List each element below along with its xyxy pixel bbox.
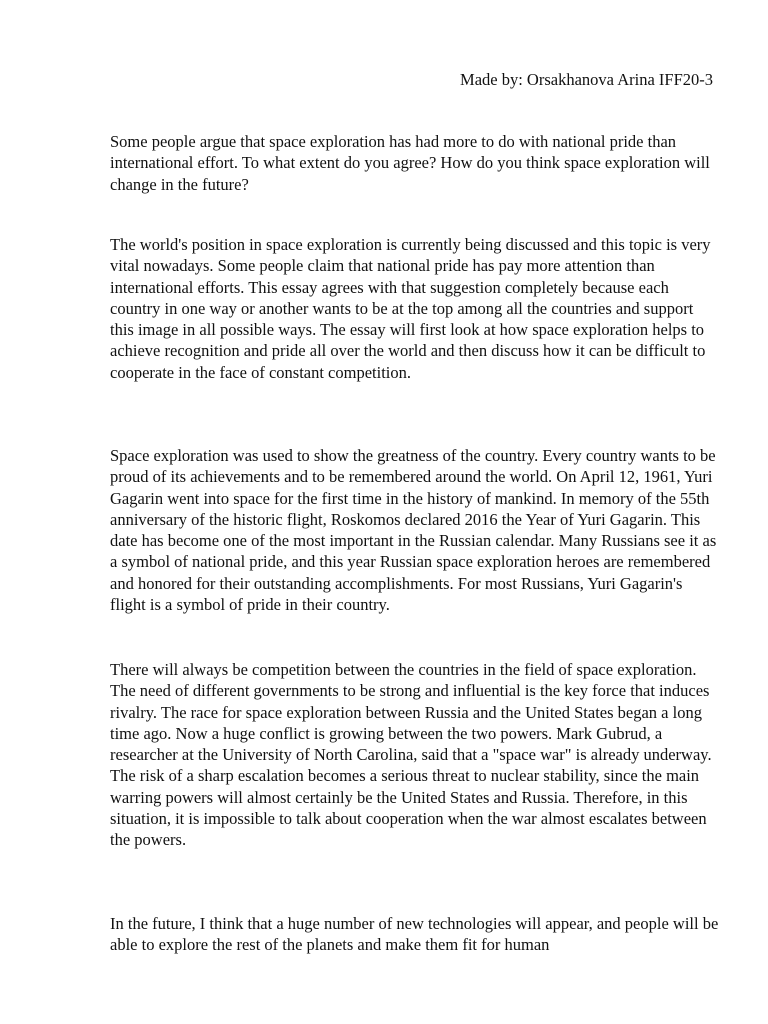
essay-paragraph-introduction: The world's position in space exploration is currently being discussed and this topic is very vital nowadays. Some people claim that national pride has pay more attention than international efforts. This essay agrees with that suggestion completely because each country in one way or another wants to be at the top among all the countries and support this image in all possible ways. The essay will first look at how space exploration helps to achieve recognition and pride all over the world and then discuss how it can be difficult to cooperate in the face of constant competition.: [110, 235, 711, 382]
essay-prompt: Some people argue that space exploration has had more to do with national pride than international effort. To what extent do you agree? How do you think space exploration will change in the future?: [110, 132, 710, 194]
essay-paragraph-future: In the future, I think that a huge number of new technologies will appear, and people will be able to explore the rest of the planets and make them fit for human: [110, 914, 719, 955]
essay-paragraph-competition: There will always be competition between the countries in the field of space exploration. The need of different governments to be strong and influential is the key force that induces rivalry. The race for space exploration between Russia and the United States began a long time ago. Now a huge conflict is growing between the two powers. Mark Gubrud, a researcher at the University of North Carolina, said that a "space war" is already underway. The risk of a sharp escalation becomes a serious threat to nuclear stability, since the main warring powers will almost certainly be the United States and Russia. Therefore, in this situation, it is impossible to talk about cooperation when the war almost escalates between the powers.: [110, 660, 712, 850]
essay-paragraph-national-pride: Space exploration was used to show the greatness of the country. Every country wants to be proud of its achievements and to be remembered around the world. On April 12, 1961, Yuri Gagarin went into space for the first time in the history of mankind. In memory of the 55th anniversary of the historic flight, Roskomos declared 2016 the Year of Yuri Gagarin. This date has become one of the most important in the Russian calendar. Many Russians see it as a symbol of national pride, and this year Russian space exploration heroes are remembered and honored for their outstanding accomplishments. For most Russians, Yuri Gagarin's flight is a symbol of pride in their country.: [110, 446, 717, 615]
author-line: Made by: Orsakhanova Arina IFF20-3: [460, 70, 713, 89]
